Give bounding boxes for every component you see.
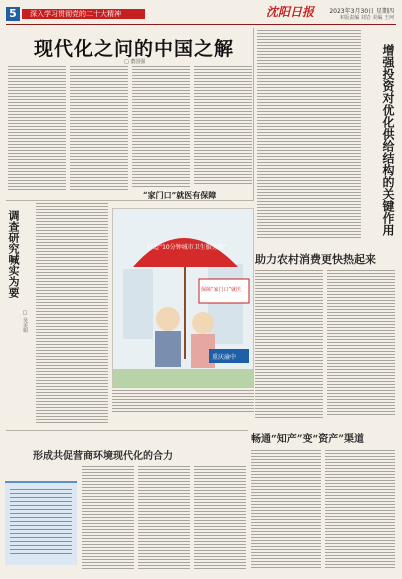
article-1-column-4	[194, 66, 252, 196]
quote-box	[5, 481, 77, 565]
section-rule	[6, 200, 254, 201]
section-banner: 深入学习贯彻党的二十大精神	[22, 9, 145, 19]
headline-business-environment: 形成共促营商环境现代化的合力	[33, 451, 173, 462]
headline-investigation: 调查研究喊实为要	[7, 210, 20, 298]
article-1-column-2	[70, 66, 128, 196]
page-number: 5	[6, 7, 20, 21]
illustration-title: “家门口”就医有保障	[143, 190, 217, 200]
article-5-column-2	[138, 466, 190, 572]
article-4-column-1	[255, 270, 323, 420]
byline-3: □ 吴美娟	[22, 310, 28, 333]
elderly-man-icon	[156, 307, 180, 331]
date-line: 2023年3月30日 星期四	[329, 8, 394, 15]
article-6-column-1	[251, 450, 321, 572]
masthead-rule	[6, 24, 396, 25]
article-2-body	[257, 30, 361, 245]
editor-line: 本版责编 刘岩 美编 王珂	[339, 15, 394, 21]
svg-text:打造“10分钟城市卫生服务圈”: 打造“10分钟城市卫生服务圈”	[147, 244, 227, 251]
article-1-column-3	[132, 66, 190, 196]
headline-investment: 增强投资对优化供给结构的关键作用	[381, 44, 395, 236]
headline-rural-consumption: 助力农村消费更快热起来	[255, 253, 376, 266]
article-3-body	[36, 203, 108, 428]
column-divider	[253, 28, 254, 200]
article-5-column-1	[82, 466, 134, 572]
illustration-cartoon	[112, 208, 254, 388]
svg-text:保障“家门口”就医: 保障“家门口”就医	[201, 287, 242, 293]
svg-text:重庆渝中: 重庆渝中	[212, 354, 237, 361]
newspaper-brand: 沈阳日报	[265, 5, 314, 19]
article-1-column-1	[8, 66, 66, 196]
article-5-column-3	[194, 466, 246, 572]
cartoon-svg	[113, 209, 253, 387]
section-rule-2	[6, 430, 248, 431]
article-6-column-2	[325, 450, 395, 572]
elderly-woman-icon	[192, 312, 214, 334]
illustration-caption	[112, 390, 254, 420]
headline-ip-assets: 畅通“知产”变“资产”渠道	[251, 434, 365, 445]
article-4-column-2	[327, 270, 395, 420]
headline-modernization: 现代化之问的中国之解	[34, 38, 235, 60]
byline-1: □ 董国强	[124, 59, 146, 65]
